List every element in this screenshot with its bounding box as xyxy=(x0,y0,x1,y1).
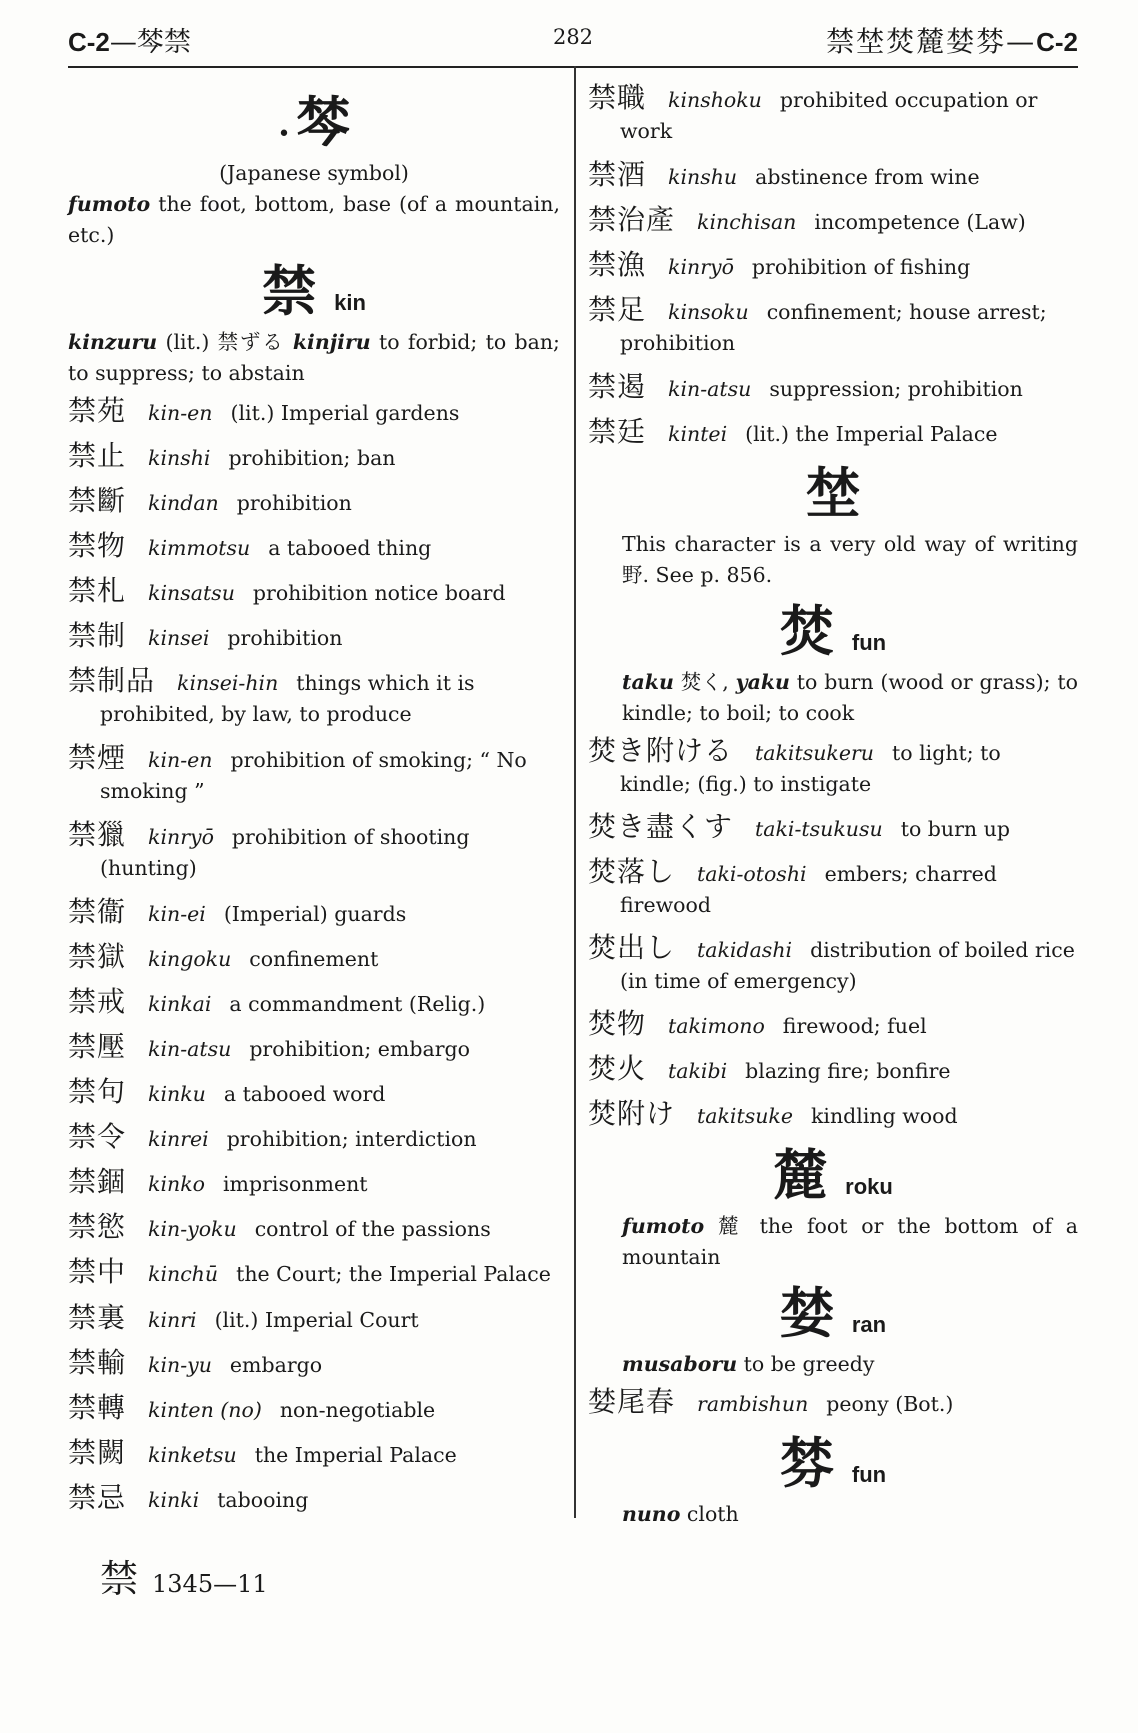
heading-char: 禁 xyxy=(262,259,317,323)
entry-kanji: 禁獄 xyxy=(68,940,127,973)
entry-romaji: kin-atsu xyxy=(148,1037,232,1061)
entry-definition: firewood; fuel xyxy=(782,1014,927,1038)
dictionary-entry xyxy=(588,204,1078,238)
heading-char: 埜 xyxy=(806,461,860,525)
dictionary-entry xyxy=(588,249,1078,283)
entry-romaji: takibi xyxy=(668,1059,728,1083)
entry-definition: to burn up xyxy=(900,817,1010,841)
reading-bold: taku xyxy=(622,670,674,694)
dictionary-entry xyxy=(588,82,1078,147)
entry-romaji: kintei xyxy=(668,422,728,446)
entry-romaji: kinshi xyxy=(148,446,211,470)
entry-kanji: 禁遏 xyxy=(588,370,647,403)
heading-kin xyxy=(68,259,560,323)
dictionary-entry xyxy=(68,819,560,884)
entry-romaji: kinketsu xyxy=(148,1443,237,1467)
entry-kanji: 禁治產 xyxy=(588,203,676,236)
entry-kanji: 禁裏 xyxy=(68,1301,127,1334)
entry-definition: things which it is prohibited, by law, to produce xyxy=(100,671,475,726)
entry-kanji: 禁闕 xyxy=(68,1436,127,1469)
entry-romaji: kingoku xyxy=(148,947,232,971)
entry-definition: control of the passions xyxy=(254,1217,491,1241)
header-right xyxy=(826,20,1078,60)
entry-romaji: kinryō xyxy=(148,825,214,849)
dictionary-entry xyxy=(588,159,1078,193)
footer-char: 禁 xyxy=(100,1557,139,1601)
dictionary-entry xyxy=(68,440,560,474)
entry-kanji: 禁廷 xyxy=(588,415,647,448)
reading-bold: kinzuru xyxy=(68,330,158,354)
entry-romaji: kinten (no) xyxy=(148,1398,262,1422)
entry-definition: (Imperial) guards xyxy=(223,902,407,926)
entry-kanji: 焚火 xyxy=(588,1052,647,1085)
entry-kanji: 禁止 xyxy=(68,439,127,472)
definition-text: to be greedy xyxy=(743,1352,875,1376)
entry-definition: prohibition; interdiction xyxy=(226,1127,477,1151)
entry-kanji: 焚出し xyxy=(588,931,676,964)
dictionary-entry xyxy=(588,371,1078,405)
intro-mid: 麓 xyxy=(718,1214,746,1238)
dictionary-entry xyxy=(68,620,560,654)
definition-text: the foot or the bottom of a mountain xyxy=(622,1214,1078,1269)
entry-definition: embargo xyxy=(229,1353,323,1377)
heading-reading: fun xyxy=(851,630,887,655)
entry-romaji: kinri xyxy=(148,1308,197,1332)
header-right-chars: 禁埜焚麓婪棼— xyxy=(826,25,1037,58)
dictionary-entry xyxy=(588,416,1078,450)
entry-romaji: takitsuke xyxy=(697,1104,793,1128)
entry-definition: prohibition; embargo xyxy=(249,1037,470,1061)
heading-reading: roku xyxy=(845,1174,893,1199)
entry-romaji: kinryō xyxy=(668,255,734,279)
entry-kanji: 禁煙 xyxy=(68,741,127,774)
entry-kanji: 禁衞 xyxy=(68,895,127,928)
fun-intro xyxy=(588,667,1078,729)
bullet-mark: • xyxy=(277,122,291,147)
dictionary-entry xyxy=(68,1031,560,1065)
entry-kanji: 禁制品 xyxy=(68,664,156,697)
entry-kanji: 禁慾 xyxy=(68,1210,127,1243)
entry-romaji: kindan xyxy=(148,491,219,515)
heading-note: This character is a very old way of writing 野. See p. 856. xyxy=(622,532,1078,587)
entry-definition: blazing fire; bonfire xyxy=(745,1059,951,1083)
page-footer xyxy=(100,1548,268,1603)
heading-reading: kin xyxy=(334,290,366,315)
entry-definition: non-negotiable xyxy=(279,1398,436,1422)
entry-romaji: kin-en xyxy=(148,748,213,772)
entry-kanji: 禁輸 xyxy=(68,1346,127,1379)
entry-definition: distribution of boiled rice (in time of emergency) xyxy=(620,938,1075,993)
entry-definition: tabooing xyxy=(217,1488,309,1512)
entry-definition: incompetence (Law) xyxy=(814,210,1026,234)
dictionary-entry xyxy=(588,1053,1078,1087)
entry-romaji: takitsukeru xyxy=(755,741,874,765)
entry-definition: kindling wood xyxy=(810,1104,958,1128)
entry-definition: (lit.) the Imperial Palace xyxy=(745,422,998,446)
entry-kanji: 禁斷 xyxy=(68,484,127,517)
entry-romaji: kinsoku xyxy=(668,300,749,324)
entry-kanji: 禁酒 xyxy=(588,158,647,191)
entry-kanji: 禁錮 xyxy=(68,1165,127,1198)
ran-intro xyxy=(588,1349,1078,1380)
entry-romaji: kinsei xyxy=(148,626,210,650)
entry-kanji: 焚落し xyxy=(588,855,676,888)
entry-definition: a commandment (Relig.) xyxy=(229,992,486,1016)
entry-definition: confinement xyxy=(249,947,379,971)
dictionary-entry xyxy=(68,1211,560,1245)
heading-roku xyxy=(588,1143,1078,1207)
entry-romaji: kinshoku xyxy=(668,88,762,112)
definition-text: to forbid; to ban; to suppress; to abstain xyxy=(68,330,560,385)
kin-entry-list xyxy=(68,395,560,1516)
entry-definition: prohibition xyxy=(227,626,343,650)
entry-definition: a tabooed word xyxy=(223,1082,386,1106)
dictionary-entry xyxy=(588,294,1078,359)
dictionary-entry xyxy=(68,986,560,1020)
heading-fun xyxy=(588,599,1078,663)
entry-definition: peony (Bot.) xyxy=(826,1392,954,1416)
dictionary-entry xyxy=(68,395,560,429)
entry-romaji: kinku xyxy=(148,1082,206,1106)
entry-kanji: 禁職 xyxy=(588,81,647,114)
heading-reading: ran xyxy=(851,1312,887,1337)
entry-romaji: kinshu xyxy=(668,165,738,189)
roku-intro xyxy=(588,1211,1078,1273)
entry-romaji: kinsei-hin xyxy=(177,671,279,695)
entry-kanji: 禁獵 xyxy=(68,818,127,851)
reading-bold: nuno xyxy=(622,1502,681,1526)
entry-kanji: 焚附け xyxy=(588,1097,676,1130)
heading-char: 婪 xyxy=(779,1281,834,1345)
page-number: 282 xyxy=(552,25,594,49)
entry-romaji: kinchisan xyxy=(697,210,797,234)
dictionary-entry xyxy=(68,1482,560,1516)
entry-definition: prohibition notice board xyxy=(252,581,506,605)
entry-romaji: kin-yoku xyxy=(148,1217,237,1241)
entry-definition: imprisonment xyxy=(222,1172,368,1196)
entry-kanji: 禁物 xyxy=(68,529,127,562)
entry-kanji: 禁中 xyxy=(68,1255,127,1288)
heading-char: 焚 xyxy=(779,599,834,663)
entry-romaji: kimmotsu xyxy=(148,536,251,560)
entry-kanji: 焚き附ける xyxy=(588,734,734,767)
heading-definition xyxy=(68,189,560,251)
dictionary-entry xyxy=(588,735,1078,800)
dictionary-entry xyxy=(588,1008,1078,1042)
entry-kanji: 禁轉 xyxy=(68,1391,127,1424)
entry-romaji: kin-en xyxy=(148,401,213,425)
entry-definition: to light; to kindle; (fig.) to instigate xyxy=(620,741,1001,796)
entry-kanji: 婪尾春 xyxy=(588,1385,676,1418)
entry-definition: (lit.) Imperial Court xyxy=(214,1308,419,1332)
dictionary-entry xyxy=(68,1302,560,1336)
dictionary-entry xyxy=(68,941,560,975)
entry-romaji: kin-atsu xyxy=(668,377,752,401)
right-column xyxy=(588,82,1078,1536)
definition-text: to burn (wood or grass); to kindle; to boil; to cook xyxy=(622,670,1078,725)
dictionary-entry xyxy=(68,665,560,730)
entry-kanji: 禁句 xyxy=(68,1075,127,1108)
entry-kanji: 禁札 xyxy=(68,574,127,607)
entry-kanji: 焚き盡くす xyxy=(588,810,734,843)
entry-romaji: kinrei xyxy=(148,1127,209,1151)
entry-definition: prohibited occupation or work xyxy=(620,88,1038,143)
entry-kanji: 禁壓 xyxy=(68,1030,127,1063)
entry-kanji: 禁令 xyxy=(68,1120,127,1153)
dictionary-entry xyxy=(588,1098,1078,1132)
kin-intro xyxy=(68,327,560,389)
entry-definition: (lit.) Imperial gardens xyxy=(230,401,460,425)
reading-bold: yaku xyxy=(735,670,790,694)
entry-definition: suppression; prohibition xyxy=(769,377,1023,401)
dictionary-entry xyxy=(68,1256,560,1290)
dictionary-entry xyxy=(588,1386,1078,1420)
heading-char: 棽 xyxy=(296,90,351,154)
entry-definition: prohibition of smoking; “ No smoking ” xyxy=(100,748,527,803)
entry-definition: prohibition of fishing xyxy=(751,255,971,279)
heading-reading: fun xyxy=(851,1462,887,1487)
footer-code: 1345—11 xyxy=(152,1570,268,1598)
entry-romaji: kin-yu xyxy=(148,1353,212,1377)
entry-definition: a tabooed thing xyxy=(268,536,432,560)
dictionary-entry xyxy=(68,1166,560,1200)
entry-romaji: takimono xyxy=(668,1014,765,1038)
entry-kanji: 焚物 xyxy=(588,1007,647,1040)
entry-definition: embers; charred firewood xyxy=(620,862,997,917)
entry-definition: abstinence from wine xyxy=(755,165,980,189)
reading-bold: musaboru xyxy=(622,1352,738,1376)
heading-fun-cloth xyxy=(588,1431,1078,1495)
dictionary-entry xyxy=(68,575,560,609)
definition-text: cloth xyxy=(686,1502,739,1526)
entry-definition: the Imperial Palace xyxy=(254,1443,457,1467)
intro-mid: (lit.) 禁ずる xyxy=(165,330,285,354)
dictionary-entry xyxy=(68,896,560,930)
dictionary-entry xyxy=(68,1437,560,1471)
dictionary-entry xyxy=(68,1076,560,1110)
entry-kanji: 禁忌 xyxy=(68,1481,127,1514)
entry-romaji: taki-tsukusu xyxy=(755,817,883,841)
left-column xyxy=(68,82,560,1527)
entry-definition: prohibition of shooting (hunting) xyxy=(100,825,470,880)
header-left-code: C-2 xyxy=(68,27,110,57)
entry-kanji: 禁苑 xyxy=(68,394,127,427)
entry-romaji: kinki xyxy=(148,1488,200,1512)
entry-definition: prohibition xyxy=(236,491,352,515)
dictionary-entry xyxy=(68,1392,560,1426)
heading-no xyxy=(588,461,1078,525)
entry-romaji: kinchū xyxy=(148,1262,219,1286)
dictionary-entry xyxy=(68,1347,560,1381)
entry-romaji: kinko xyxy=(148,1172,205,1196)
entry-definition: prohibition; ban xyxy=(228,446,396,470)
definition-text: the foot, bottom, base (of a mountain, etc.) xyxy=(68,192,560,247)
header-right-code: C-2 xyxy=(1036,27,1078,57)
dictionary-entry xyxy=(588,811,1078,845)
dictionary-entry xyxy=(68,1121,560,1155)
page-header xyxy=(68,20,1078,68)
entry-kanji: 禁戒 xyxy=(68,985,127,1018)
header-left-chars: —棽禁 xyxy=(109,27,191,58)
kin-entry-list-continued xyxy=(588,82,1078,450)
dictionary-entry xyxy=(588,856,1078,921)
reading-bold: fumoto xyxy=(68,192,151,216)
entry-kanji: 禁漁 xyxy=(588,248,647,281)
entry-romaji: rambishun xyxy=(697,1392,809,1416)
heading-ran xyxy=(588,1281,1078,1345)
heading-note: (Japanese symbol) xyxy=(219,161,409,185)
fun-cloth-intro xyxy=(588,1499,1078,1530)
heading-fumoto xyxy=(68,90,560,154)
entry-definition: the Court; the Imperial Palace xyxy=(236,1262,551,1286)
entry-romaji: kinkai xyxy=(148,992,212,1016)
dictionary-entry xyxy=(68,485,560,519)
entry-kanji: 禁足 xyxy=(588,293,647,326)
fun-entry-list xyxy=(588,735,1078,1132)
reading-bold: fumoto xyxy=(622,1214,705,1238)
entry-romaji: kin-ei xyxy=(148,902,206,926)
entry-romaji: kinsatsu xyxy=(148,581,235,605)
entry-definition: confinement; house arrest; prohibition xyxy=(620,300,1047,355)
column-divider xyxy=(574,66,576,1518)
reading-bold: kinjiru xyxy=(292,330,371,354)
entry-romaji: takidashi xyxy=(697,938,793,962)
heading-char: 麓 xyxy=(773,1143,828,1207)
dictionary-entry xyxy=(588,932,1078,997)
dictionary-entry xyxy=(68,742,560,807)
header-rule xyxy=(68,66,1078,68)
intro-mid: 焚く, xyxy=(680,670,729,694)
entry-kanji: 禁制 xyxy=(68,619,127,652)
heading-char: 棼 xyxy=(779,1431,834,1495)
dictionary-entry xyxy=(68,530,560,564)
entry-romaji: taki-otoshi xyxy=(697,862,807,886)
